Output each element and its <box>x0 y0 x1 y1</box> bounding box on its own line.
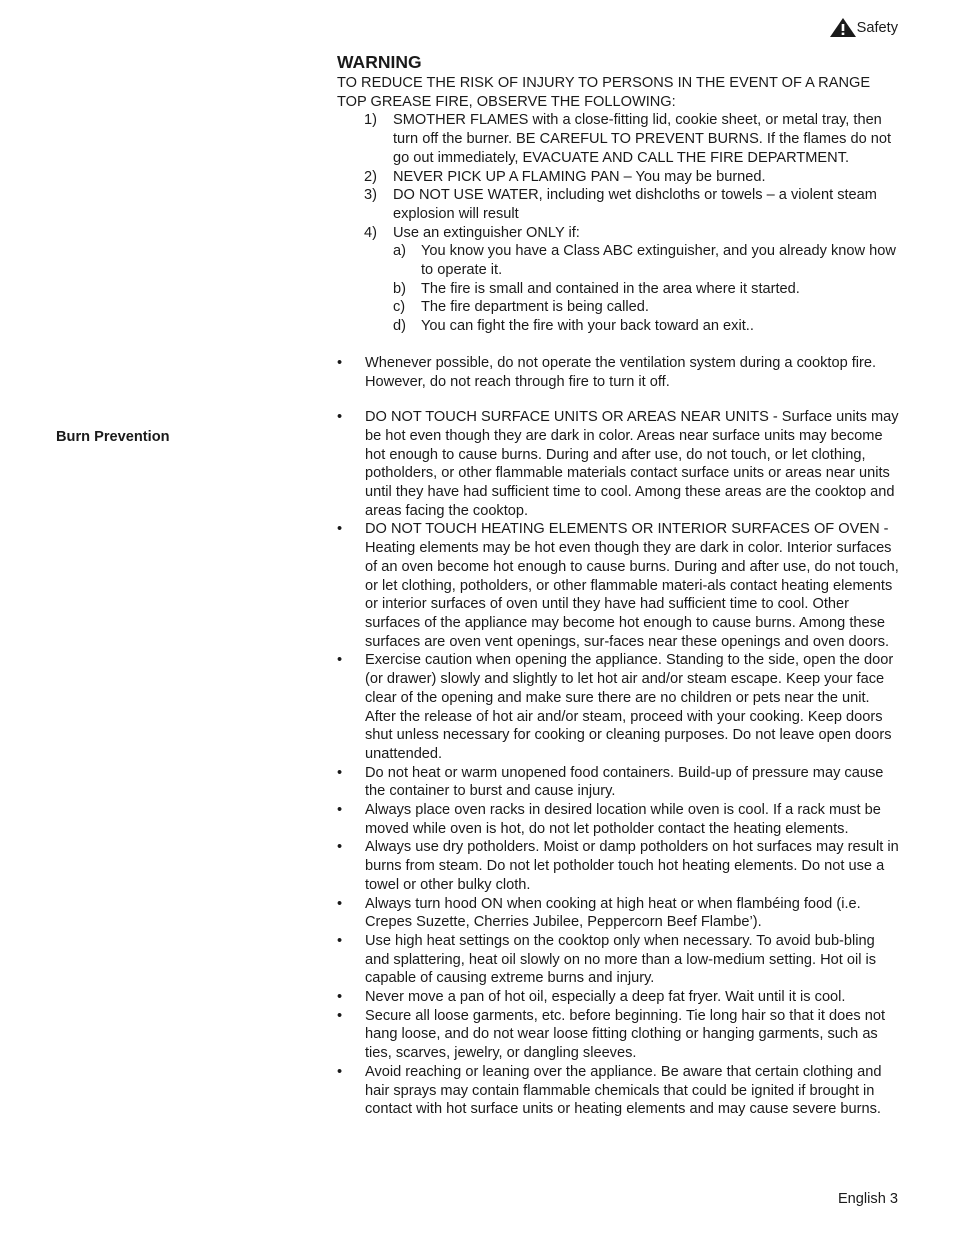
section-label: Safety <box>856 20 898 37</box>
bullet-marker: • <box>337 802 343 819</box>
step-text: Use an extinguisher ONLY if: <box>393 224 580 241</box>
condition-item <box>393 298 899 317</box>
condition-marker: a) <box>393 243 406 260</box>
bullet-item <box>337 1007 899 1063</box>
bullet-item <box>337 354 899 391</box>
extinguisher-conditions <box>393 242 899 336</box>
warning-triangle-icon <box>830 18 857 38</box>
bullet-item <box>337 801 899 838</box>
bullet-text: Never move a pan of hot oil, especially a deep fat fryer. Wait until it is cool. <box>365 989 846 1006</box>
bullet-marker: • <box>337 989 343 1006</box>
condition-item <box>393 317 899 336</box>
page-header <box>830 18 898 38</box>
warning-title: WARNING <box>337 52 422 72</box>
warning-step <box>337 186 899 223</box>
step-body <box>393 224 899 336</box>
bullet-item <box>337 895 899 932</box>
bullet-item <box>337 408 899 520</box>
condition-text: You can fight the fire with your back toward an exit.. <box>421 318 754 335</box>
bullet-text: Do not heat or warm unopened food containers. Build-up of pressure may cause the container to burst and cause injury. <box>365 764 884 800</box>
condition-marker: b) <box>393 280 406 297</box>
step-text: SMOTHER FLAMES with a close-fitting lid, cookie sheet, or metal tray, then turn off the burner. BE CAREFUL TO PREVENT BURNS. If the flames do not go out immediately, EVACUATE AND CALL THE FIRE DEPARTMENT. <box>393 112 892 166</box>
bullet-marker: • <box>337 354 343 371</box>
warning-step <box>337 168 899 187</box>
bullet-item <box>337 651 899 763</box>
bullet-item <box>337 988 899 1007</box>
condition-item <box>393 280 899 299</box>
condition-text: The fire department is being called. <box>421 299 649 316</box>
condition-marker: d) <box>393 318 406 335</box>
bullet-marker: • <box>337 521 343 538</box>
step-marker: 2) <box>364 168 377 185</box>
condition-text: The fire is small and contained in the area where it started. <box>421 280 800 297</box>
bullet-text: Always turn hood ON when cooking at high heat or when flambéing food (i.e. Crepes Suzette, Cherries Jubilee, Peppercorn Beef Flambe’). <box>365 895 861 931</box>
condition-item <box>393 242 899 279</box>
bullet-item <box>337 764 899 801</box>
bullet-text: Exercise caution when opening the appliance. Standing to the side, open the door (or drawer) slowly and slightly to let hot air and/or steam escape. Keep your face clear of the opening and make sure there are no children or pets near the unit. After the release of hot air and/or steam, proceed with your cooking. Keep doors shut unless necessary for cooking or cleaning purposes. Do not leave open doors unattended. <box>365 652 894 762</box>
main-content <box>337 52 899 1119</box>
bullet-marker: • <box>337 409 343 426</box>
step-text: NEVER PICK UP A FLAMING PAN – You may be burned. <box>393 168 766 185</box>
bullet-marker: • <box>337 764 343 781</box>
burn-prevention-list <box>337 408 899 1119</box>
bullet-marker: • <box>337 1063 343 1080</box>
bullet-marker: • <box>337 839 343 856</box>
step-text: DO NOT USE WATER, including wet dishcloths or towels – a violent steam explosion will result <box>393 187 877 222</box>
page-number: English 3 <box>837 1191 898 1207</box>
step-marker: 3) <box>364 187 377 204</box>
condition-marker: c) <box>393 299 406 316</box>
warning-step <box>337 111 899 167</box>
bullet-marker: • <box>337 652 343 669</box>
bullet-item <box>337 932 899 988</box>
burn-prevention-heading: Burn Prevention <box>56 429 170 445</box>
warning-step <box>337 224 899 336</box>
bullet-text: DO NOT TOUCH SURFACE UNITS OR AREAS NEAR UNITS - Surface units may be hot even though they are dark in color. Areas near surface units may become hot enough to cause burns. During and after use, do not touch, or let clothing, potholders, or other flammable materials contact surface units or areas near units until they have had sufficient time to cool. Among these areas are the cooktop and areas facing the cooktop. <box>365 409 899 519</box>
bullet-item <box>337 520 899 651</box>
ventilation-list <box>337 354 899 391</box>
bullet-text: Avoid reaching or leaning over the appliance. Be aware that certain clothing and hair sprays may contain flammable chemicals that could be ignited if brought in contact with hot surface units or heating elements and may cause severe burns. <box>365 1063 882 1118</box>
bullet-text: Always place oven racks in desired location while oven is cool. If a rack must be moved while oven is hot, do not let potholder contact the heating elements. <box>365 802 881 837</box>
bullet-text: Use high heat settings on the cooktop only when necessary. To avoid bub-bling and splattering, heat oil slowly on no more than a low-medium setting. Hot oil is capable of causing extreme burns and injury. <box>365 932 877 987</box>
bullet-text: DO NOT TOUCH HEATING ELEMENTS OR INTERIOR SURFACES OF OVEN - Heating elements may be hot even though they are dark in color. Interior surfaces of an oven become hot enough to cause burns. During and after use, do not touch, or let clothing, potholders, or other flammable materi-als contact heating elements or interior surfaces of oven until they have had sufficient time to cool. Other surfaces of the appliance may become hot enough to cause burns. Among these surfaces are oven vent openings, sur-faces near these openings and oven doors. <box>365 521 899 650</box>
step-marker: 4) <box>364 224 377 241</box>
bullet-item <box>337 838 899 894</box>
step-marker: 1) <box>364 112 377 129</box>
bullet-marker: • <box>337 895 343 912</box>
bullet-text: Whenever possible, do not operate the ventilation system during a cooktop fire. However, do not reach through fire to turn it off. <box>365 354 877 390</box>
bullet-text: Always use dry potholders. Moist or damp potholders on hot surfaces may result in burns from steam. Do not let potholder touch hot heating elements. Do not use a towel or other bulky cloth. <box>365 839 899 893</box>
bullet-text: Secure all loose garments, etc. before beginning. Tie long hair so that it does not hang loose, and do not wear loose fitting clothing or hanging garments, such as ties, scarves, jewelry, or dangling sleeves. <box>365 1007 886 1062</box>
warning-lead: TO REDUCE THE RISK OF INJURY TO PERSONS IN THE EVENT OF A RANGE TOP GREASE FIRE, OBSERVE THE FOLLOWING: <box>337 75 871 110</box>
bullet-marker: • <box>337 1007 343 1024</box>
bullet-item <box>337 1063 899 1119</box>
warning-steps <box>337 111 899 335</box>
bullet-marker: • <box>337 932 343 949</box>
condition-text: You know you have a Class ABC extinguisher, and you already know how to operate it. <box>421 243 896 279</box>
